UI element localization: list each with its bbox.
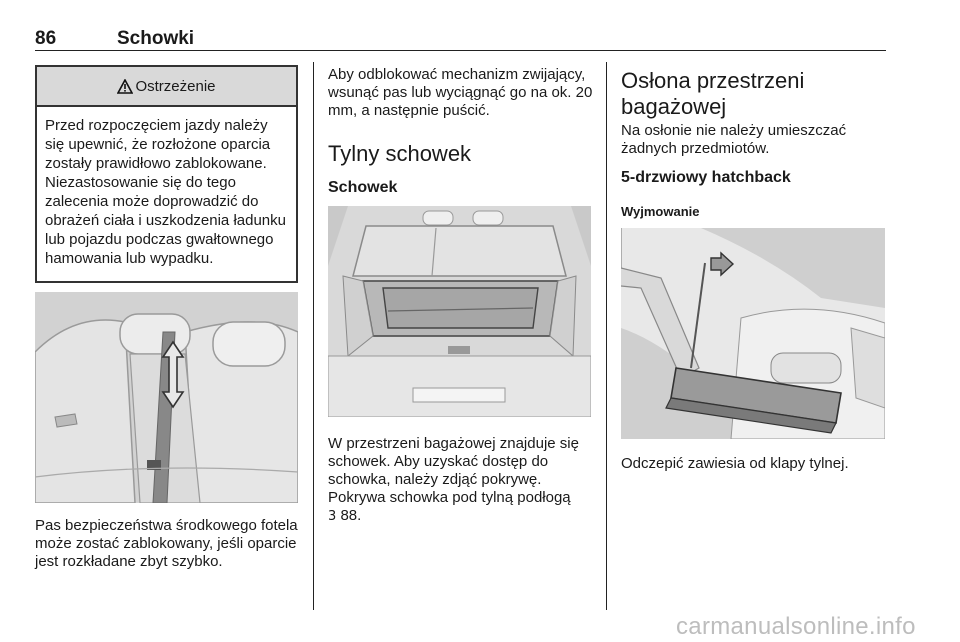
header-divider	[35, 50, 886, 51]
cargo-cover-caption: Odczepić zawiesia od klapy tylnej.	[621, 455, 849, 472]
seat-belt-caption: Pas bezpieczeństwa środkowego fotela może zostać zablokowany, jeśli oparcie jest rozkładane zbyt szybko.	[35, 517, 298, 570]
trunk-storage-figure	[328, 206, 591, 417]
chapter-title: Schowki	[117, 28, 195, 49]
warning-title: Ostrzeżenie	[135, 77, 216, 95]
storage-caption	[328, 435, 596, 526]
warning-text: Przed rozpoczęciem jazdy należy się upewnić, że rozłożone oparcia zostały prawidłowo zablokowane. Niezastosowanie się do tego zalecenia może doprowadzić do obrażeń ciała i uszkodzenia ładunku lub pojazdu podczas gwałtownego hamowania lub wypadku.	[45, 117, 286, 267]
page-header	[35, 28, 886, 52]
hatchback-subheading: 5-drzwiowy hatchback	[621, 169, 791, 186]
removal-subheading: Wyjmowanie	[621, 204, 700, 219]
warning-box	[35, 65, 298, 283]
column-divider-left	[313, 62, 314, 610]
rear-storage-heading: Tylny schowek	[328, 141, 472, 166]
cargo-cover-note: Na osłonie nie należy umieszczać żadnych przedmiotów.	[621, 122, 847, 157]
page-reference-number: 88.	[340, 507, 362, 524]
retractor-instructions: Aby odblokować mechanizm zwijający, wsunąć pas lub wyciągnąć go na ok. 20 mm, a następnie puścić.	[328, 66, 593, 119]
warning-header	[37, 67, 296, 107]
cargo-cover-figure	[621, 228, 885, 439]
warning-triangle-icon	[117, 79, 133, 94]
storage-subheading: Schowek	[328, 179, 398, 196]
page-number: 86	[35, 28, 57, 49]
rear-seat-belt-figure	[35, 292, 298, 503]
watermark: carmanualsonline.info	[676, 613, 916, 640]
storage-caption-text: W przestrzeni bagażowej znajduje się schowek. Aby uzyskać dostęp do schowka, należy zdjąć pokrywę. Pokrywa schowka pod tylną podłogą	[328, 435, 579, 506]
column-divider-right	[606, 62, 607, 610]
page-reference-icon: 3	[328, 509, 337, 524]
cargo-cover-heading: Osłona przestrzeni bagażowej	[621, 68, 805, 119]
